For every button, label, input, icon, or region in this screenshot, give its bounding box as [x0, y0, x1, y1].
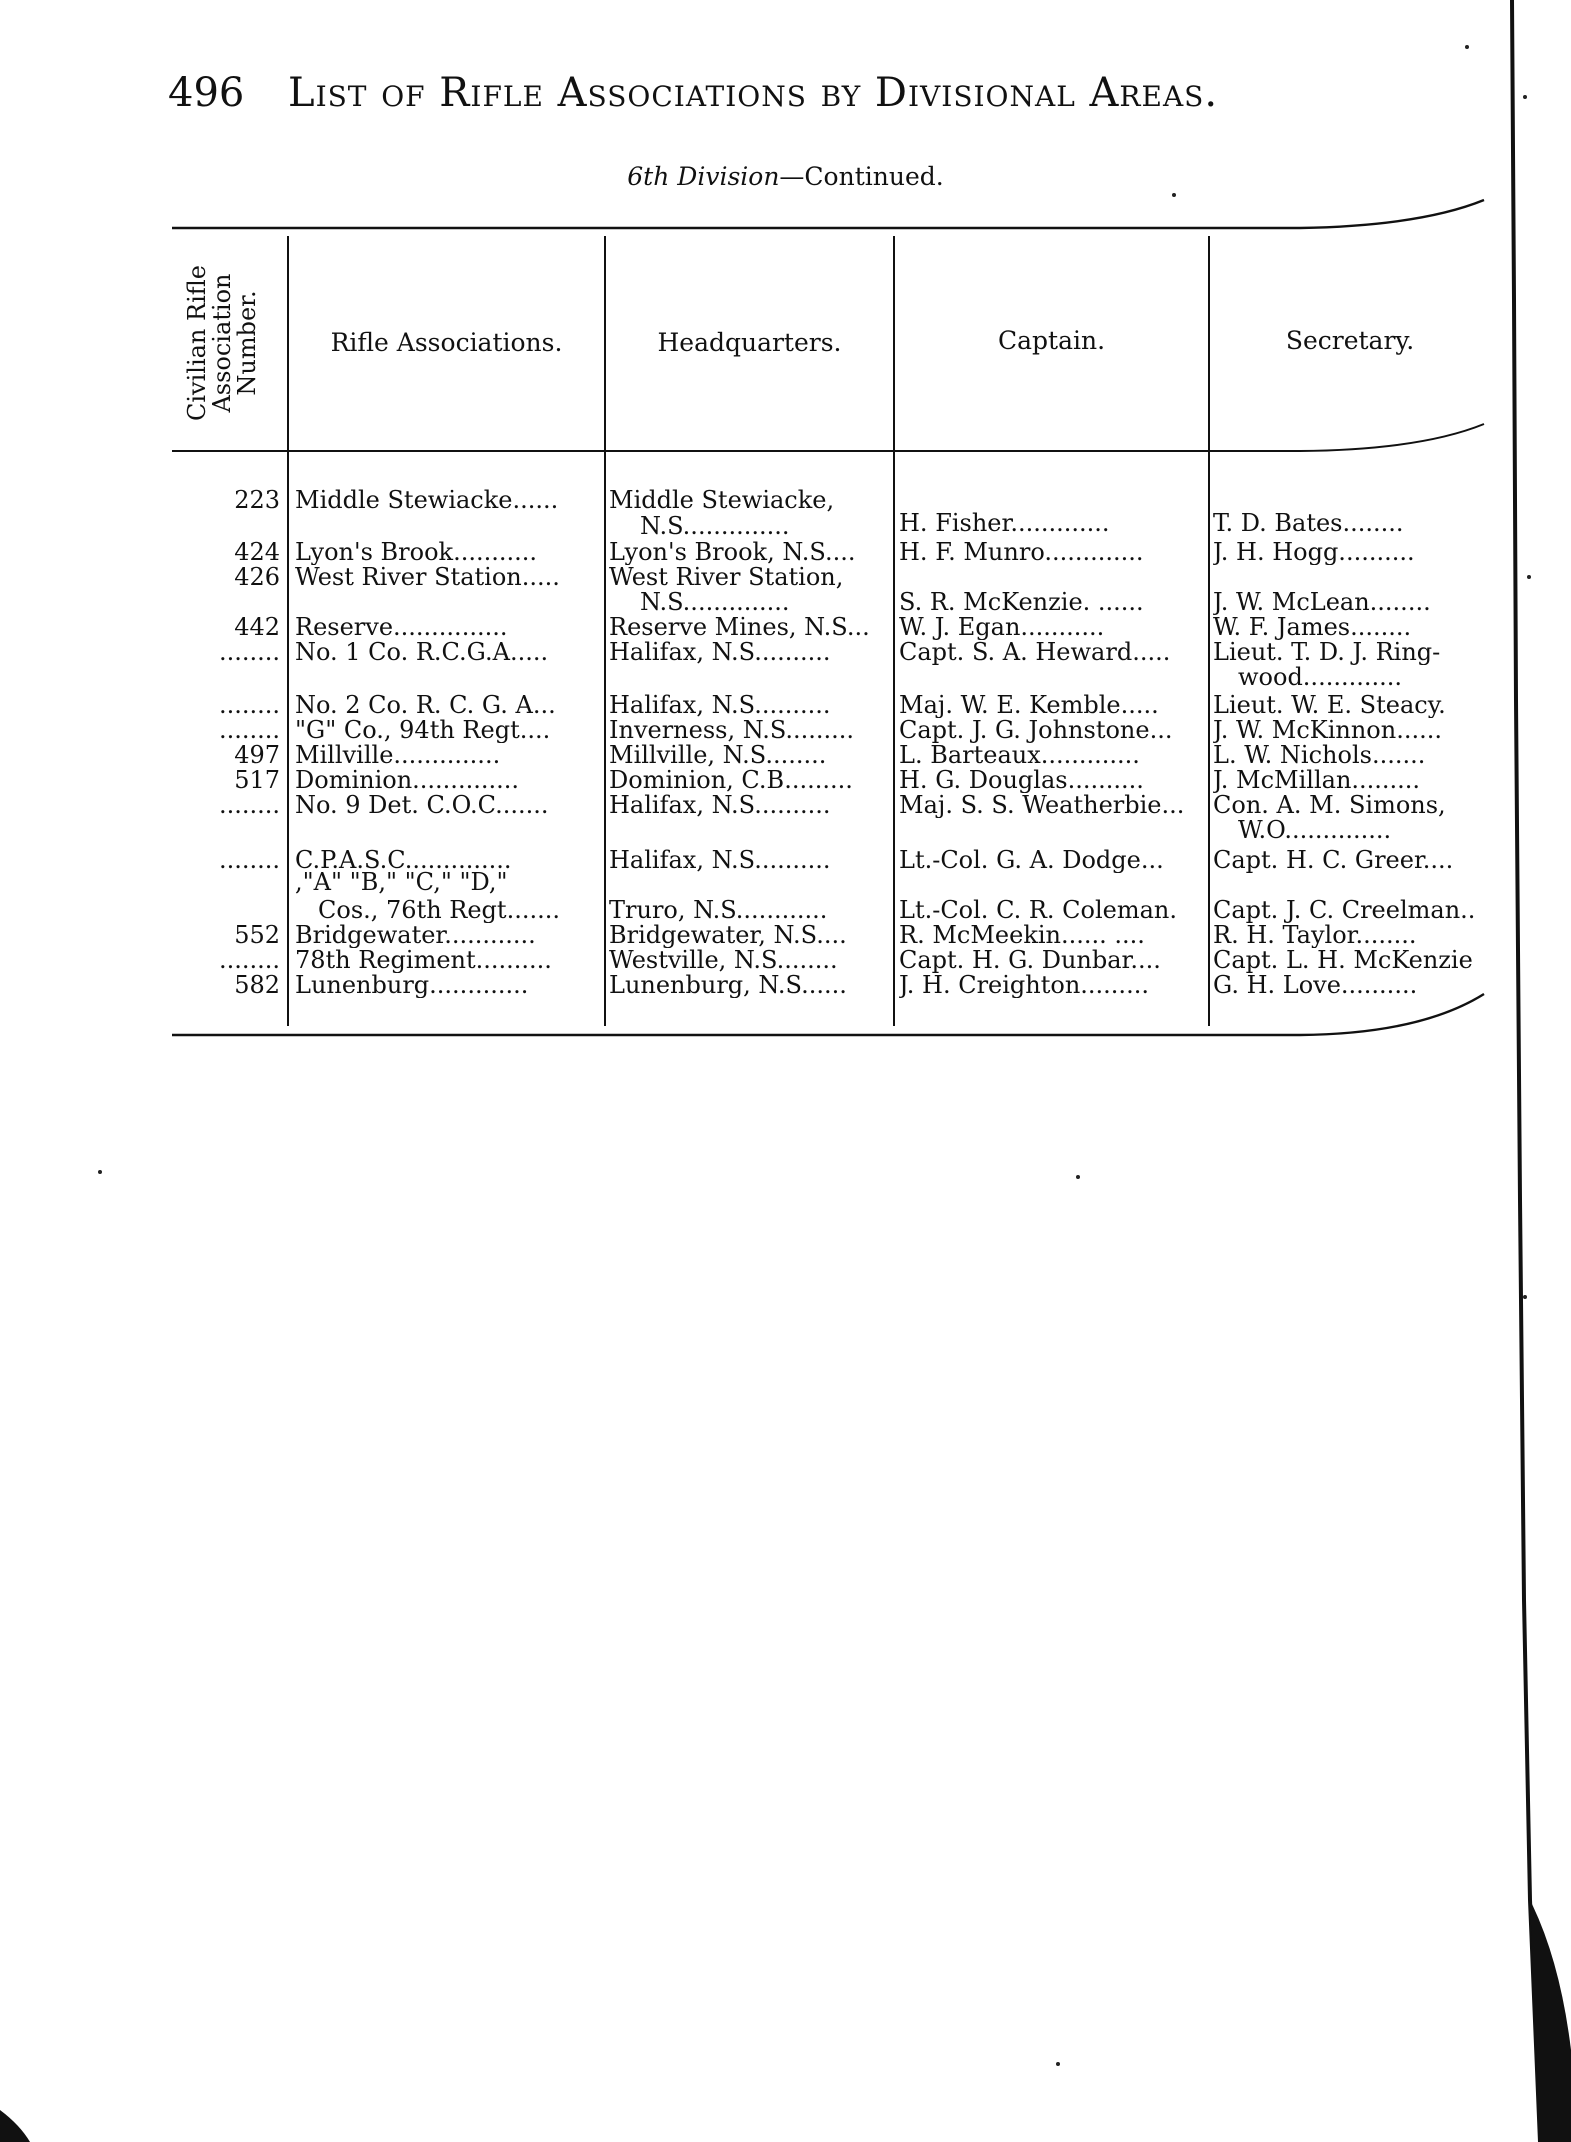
- row-association: Millville..............: [295, 742, 501, 768]
- column-header-headquarters: Headquarters.: [657, 328, 842, 357]
- row-captain: Lt.-Col. C. R. Coleman.: [899, 897, 1178, 923]
- print-speck: [1527, 575, 1531, 579]
- row-captain: Maj. W. E. Kemble.....: [899, 692, 1159, 718]
- column-header-number: [160, 232, 286, 454]
- row-secretary: J. W. McLean........: [1213, 589, 1431, 615]
- row-association: Lunenburg.............: [295, 972, 529, 998]
- row-headquarters: Millville, N.S........: [609, 742, 827, 768]
- print-speck: [1056, 2062, 1060, 2066]
- row-association: Lyon's Brook...........: [295, 539, 537, 565]
- row-captain: Capt. S. A. Heward.....: [899, 639, 1171, 665]
- row-secretary: Lieut. W. E. Steacy.: [1213, 692, 1446, 718]
- row-captain: Lt.-Col. G. A. Dodge...: [899, 847, 1164, 873]
- row-association: Middle Stewiacke......: [295, 487, 559, 513]
- print-speck: [1523, 1295, 1527, 1299]
- page-title: List of Rifle Associations by Divisional Areas.: [288, 70, 1219, 116]
- column-header-secretary: Secretary.: [1285, 326, 1415, 355]
- row-captain: L. Barteaux.............: [899, 742, 1140, 768]
- row-secretary: W. F. James........: [1213, 614, 1412, 640]
- row-association: No. 1 Co. R.C.G.A.....: [295, 639, 549, 665]
- print-speck: [1523, 95, 1527, 99]
- row-headquarters: Halifax, N.S..........: [609, 639, 831, 665]
- row-association: West River Station.....: [295, 564, 560, 590]
- row-headquarters: Dominion, C.B.........: [609, 767, 853, 793]
- row-headquarters: Halifax, N.S..........: [609, 847, 831, 873]
- row-captain: W. J. Egan...........: [899, 614, 1105, 640]
- print-speck: [98, 1170, 102, 1174]
- row-number: 517: [234, 767, 280, 793]
- page-number: 496: [168, 70, 245, 116]
- print-speck: [1076, 1175, 1080, 1179]
- row-association: C.P.A.S.C..............: [295, 847, 512, 873]
- row-secretary-cont: W.O..............: [1238, 817, 1392, 843]
- row-number: 497: [234, 742, 280, 768]
- row-number: ........: [218, 717, 280, 743]
- row-association: No. 2 Co. R. C. G. A...: [295, 692, 556, 718]
- row-headquarters: West River Station,: [609, 564, 844, 590]
- row-captain: Capt. J. G. Johnstone...: [899, 717, 1173, 743]
- row-number: ........: [218, 639, 280, 665]
- row-headquarters: Middle Stewiacke,: [609, 487, 835, 513]
- subtitle-division: 6th Division: [627, 162, 780, 191]
- row-captain: H. F. Munro.............: [899, 539, 1144, 565]
- column-header-number-text: Civilian Rifle Association Number.: [183, 265, 262, 421]
- row-captain: J. H. Creighton.........: [899, 972, 1149, 998]
- row-secretary: R. H. Taylor........: [1213, 922, 1417, 948]
- row-number: 552: [234, 922, 280, 948]
- row-secretary: Capt. L. H. McKenzie: [1213, 947, 1473, 973]
- row-secretary: T. D. Bates........: [1213, 510, 1404, 536]
- print-speck: [1172, 193, 1176, 197]
- row-headquarters: Lyon's Brook, N.S....: [609, 539, 856, 565]
- row-number: 442: [234, 614, 280, 640]
- row-headquarters: Lunenburg, N.S......: [609, 972, 847, 998]
- row-number: ........: [218, 792, 280, 818]
- row-secretary: L. W. Nichols.......: [1213, 742, 1426, 768]
- row-headquarters: Westville, N.S........: [609, 947, 838, 973]
- row-number: ........: [218, 692, 280, 718]
- row-headquarters: Halifax, N.S..........: [609, 692, 831, 718]
- row-number: 426: [234, 564, 280, 590]
- row-number: 424: [234, 539, 280, 565]
- row-secretary: J. McMillan.........: [1213, 767, 1421, 793]
- row-captain: Maj. S. S. Weatherbie...: [899, 792, 1185, 818]
- row-association: Cos., 76th Regt.......: [318, 897, 560, 923]
- row-association: No. 9 Det. C.O.C.......: [295, 792, 549, 818]
- row-headquarters: Bridgewater, N.S....: [609, 922, 847, 948]
- row-association: Reserve...............: [295, 614, 508, 640]
- row-secretary: J. H. Hogg..........: [1213, 539, 1415, 565]
- row-captain: R. McMeekin...... ....: [899, 922, 1145, 948]
- row-number: ........: [218, 947, 280, 973]
- row-captain: H. Fisher.............: [899, 510, 1110, 536]
- row-captain: S. R. McKenzie. ......: [899, 589, 1144, 615]
- row-number: 223: [234, 487, 280, 513]
- row-secretary: Capt. H. C. Greer....: [1213, 847, 1454, 873]
- row-secretary: J. W. McKinnon......: [1213, 717, 1442, 743]
- row-captain: H. G. Douglas..........: [899, 767, 1144, 793]
- row-number: ........: [218, 847, 280, 873]
- column-header-captain: Captain.: [997, 326, 1106, 355]
- row-association: Dominion..............: [295, 767, 519, 793]
- row-secretary: Lieut. T. D. J. Ring-: [1213, 639, 1441, 665]
- row-secretary-cont: wood.............: [1238, 664, 1402, 690]
- subtitle-continued: —Continued.: [779, 162, 944, 191]
- row-secretary: G. H. Love..........: [1213, 972, 1418, 998]
- row-association: Bridgewater............: [295, 922, 536, 948]
- row-headquarters: Inverness, N.S.........: [609, 717, 855, 743]
- row-captain: Capt. H. G. Dunbar....: [899, 947, 1161, 973]
- row-headquarters-cont: N.S..............: [640, 513, 790, 539]
- row-secretary: Capt. J. C. Creelman..: [1213, 897, 1476, 923]
- row-headquarters: Halifax, N.S..........: [609, 792, 831, 818]
- row-headquarters: Reserve Mines, N.S...: [609, 614, 870, 640]
- row-headquarters: Truro, N.S............: [609, 897, 828, 923]
- row-secretary: Con. A. M. Simons,: [1213, 792, 1446, 818]
- column-header-association: Rifle Associations.: [330, 328, 563, 357]
- print-speck: [1465, 45, 1469, 49]
- row-headquarters-cont: N.S..............: [640, 589, 790, 615]
- row-association: "G" Co., 94th Regt....: [295, 717, 551, 743]
- row-number: 582: [234, 972, 280, 998]
- row-association: 78th Regiment..........: [295, 947, 552, 973]
- row-association-cont: ,"A" "B," "C," "D,": [295, 869, 508, 895]
